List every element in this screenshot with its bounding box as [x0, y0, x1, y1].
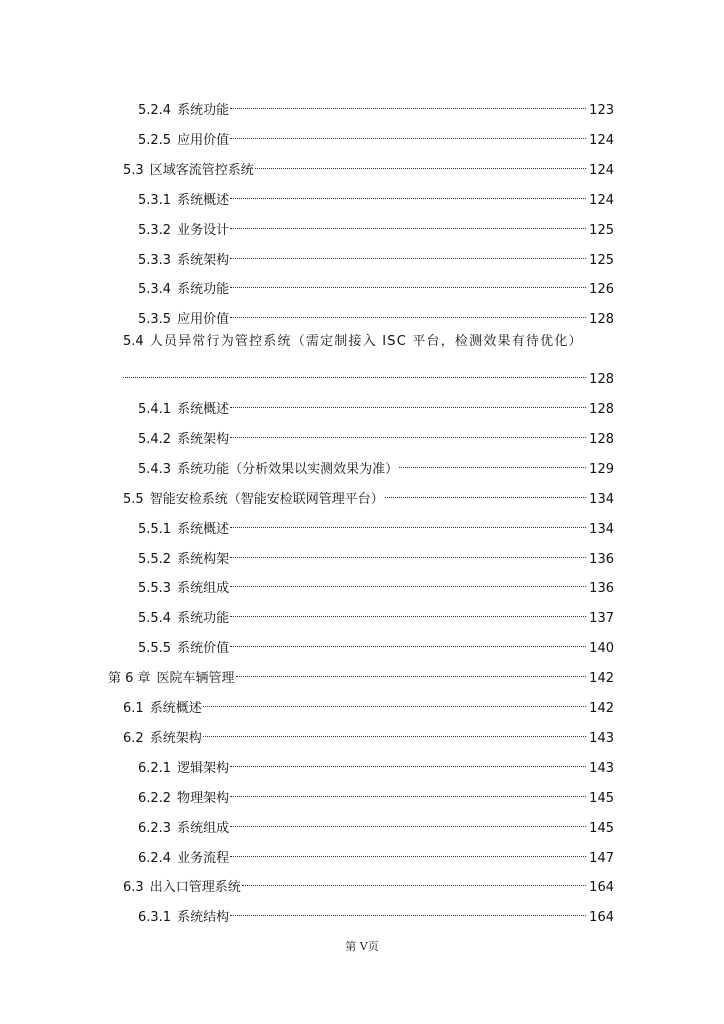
- toc-entry[interactable]: [123, 152, 614, 178]
- dot-leader: [230, 242, 586, 264]
- dot-leader: [230, 92, 586, 114]
- toc-entry-title: 医院车辆管理: [156, 671, 235, 687]
- dot-leader: [230, 122, 586, 144]
- toc-entry-page: 128: [589, 431, 614, 447]
- toc-entry-title: 系统构架: [177, 551, 230, 567]
- dot-leader: [230, 391, 586, 413]
- toc-entry[interactable]: [123, 481, 614, 507]
- dot-leader: [230, 780, 586, 802]
- toc-entry-number: 5.3: [123, 162, 144, 178]
- toc-entry-number: 第 6 章: [108, 671, 151, 687]
- toc-entry[interactable]: [138, 750, 614, 776]
- toc-entry[interactable]: [108, 660, 614, 687]
- toc-entry-number: 5.5.4: [138, 611, 172, 627]
- dot-leader: [230, 511, 586, 533]
- toc-entry-title: 智能安检系统（智能安检联网管理平台）: [149, 491, 384, 507]
- toc-entry[interactable]: [123, 690, 614, 716]
- toc-entry-page: 123: [589, 103, 614, 118]
- toc-entry-title: 物理架构: [177, 790, 230, 806]
- toc-entry[interactable]: [138, 630, 614, 657]
- toc-entry-title: 应用价值: [177, 312, 230, 328]
- dot-leader: [230, 899, 586, 921]
- toc-entry-page: 137: [589, 611, 614, 627]
- toc-entry-heading[interactable]: [123, 331, 617, 353]
- toc-entry-title: 系统功能: [177, 282, 230, 298]
- toc-entry-title: 区域客流管控系统: [149, 162, 254, 178]
- toc-entry-title: 系统架构: [177, 431, 230, 447]
- dot-leader: [230, 421, 586, 443]
- toc-entry-title: 系统结构: [177, 910, 230, 926]
- toc-entry[interactable]: [138, 242, 614, 268]
- toc-entry-number: 5.2.5: [138, 132, 172, 148]
- toc-entry[interactable]: [138, 301, 614, 328]
- toc-entry-number: 5.4: [123, 334, 144, 350]
- toc-entry-page: 140: [589, 641, 614, 657]
- toc-entry-title: 系统架构: [149, 730, 202, 746]
- toc-entry[interactable]: [138, 810, 614, 836]
- toc-entry[interactable]: [138, 570, 614, 597]
- toc-entry-page: 136: [589, 581, 614, 597]
- toc-entry-page: 124: [589, 132, 614, 148]
- toc-entry-page: 142: [589, 701, 614, 716]
- toc-entry-title: 人员异常行为管控系统（需定制接入 ISC 平台，检测效果有待优化）: [149, 334, 583, 350]
- toc-entry[interactable]: [138, 122, 614, 148]
- toc-entry[interactable]: [138, 271, 614, 298]
- toc-entry-page: 143: [589, 730, 614, 746]
- toc-entry-page: 147: [589, 850, 614, 866]
- toc-entry-page: 145: [589, 790, 614, 806]
- toc-entry-page: 128: [589, 372, 614, 388]
- toc-entry-page: 125: [589, 222, 614, 238]
- toc-entry-title: 系统概述: [177, 521, 230, 537]
- toc-entry-number: 5.2.4: [138, 103, 172, 118]
- toc-entry-number: 5.3.3: [138, 252, 172, 268]
- toc-entry-number: 5.3.2: [138, 222, 172, 238]
- toc-entry-title: 系统组成: [177, 581, 230, 597]
- toc-entry-number: 6.2.4: [138, 850, 172, 866]
- toc-entry-title: 业务设计: [177, 222, 230, 238]
- toc-entry-page: 136: [589, 551, 614, 567]
- dot-leader: [236, 660, 586, 682]
- toc-entry-page: 129: [589, 461, 614, 477]
- dot-leader: [230, 630, 586, 652]
- toc-entry-page: 164: [589, 880, 614, 896]
- toc-entry[interactable]: [138, 600, 614, 627]
- page-footer: [0, 938, 724, 954]
- toc-entry-number: 6.2: [123, 730, 144, 746]
- dot-leader: [203, 690, 586, 712]
- dot-leader: [230, 301, 586, 323]
- toc-entry-number: 5.3.4: [138, 282, 172, 298]
- toc-entry-page: 124: [589, 192, 614, 208]
- dot-leader: [399, 451, 586, 473]
- dot-leader: [230, 750, 586, 772]
- dot-leader: [123, 361, 586, 383]
- toc-entry-number: 5.5.3: [138, 581, 172, 597]
- toc-entry-title: 系统价值: [177, 641, 230, 657]
- toc-entry[interactable]: [138, 899, 614, 926]
- toc-entry-number: 6.3: [123, 880, 144, 896]
- toc-entry[interactable]: [138, 421, 614, 447]
- toc-entry-page: 143: [589, 760, 614, 776]
- toc-entry-number: 5.4.2: [138, 431, 172, 447]
- toc-entry-number: 6.1: [123, 701, 144, 716]
- toc-entry-number: 5.5.5: [138, 641, 172, 657]
- toc-entry-page: 164: [589, 910, 614, 926]
- dot-leader: [230, 570, 586, 592]
- toc-entry-page: 126: [589, 282, 614, 298]
- dot-leader: [242, 869, 586, 891]
- toc-entry-title: 出入口管理系统: [149, 880, 241, 896]
- dot-leader: [230, 541, 586, 563]
- toc-entry[interactable]: [138, 840, 614, 866]
- toc-entry[interactable]: [138, 182, 614, 208]
- toc-entry-title: 系统概述: [177, 192, 230, 208]
- toc-entry-page: 142: [589, 671, 614, 687]
- toc-entry[interactable]: [138, 511, 614, 537]
- dot-leader: [385, 481, 586, 503]
- toc-entry-page: 145: [589, 820, 614, 836]
- toc-entry[interactable]: [138, 780, 614, 806]
- toc-entry[interactable]: [123, 720, 614, 746]
- dot-leader: [203, 720, 586, 742]
- toc-entry-number: 5.5.1: [138, 521, 172, 537]
- toc-entry-title: 系统组成: [177, 820, 230, 836]
- page-number-label: 第 V页: [345, 940, 379, 953]
- dot-leader: [255, 152, 586, 174]
- toc-entry-number: 5.3.5: [138, 312, 172, 328]
- toc-entry[interactable]: [138, 451, 614, 477]
- toc-entry-title: 系统功能: [177, 103, 230, 118]
- toc-entry-page: 134: [589, 491, 614, 507]
- toc-entry-number: 6.2.2: [138, 790, 172, 806]
- toc-entry-title: 应用价值: [177, 132, 230, 148]
- toc-entry-number: 6.2.1: [138, 760, 172, 776]
- toc-entry[interactable]: [138, 92, 614, 118]
- toc-entry-number: 5.5.2: [138, 551, 172, 567]
- toc-entry-number: 5.4.3: [138, 461, 172, 477]
- toc-entry-title: 系统功能（分析效果以实测效果为准）: [177, 461, 399, 477]
- toc-entry[interactable]: [138, 541, 614, 567]
- toc-entry-title: 系统概述: [177, 402, 230, 417]
- toc-entry-title: 系统架构: [177, 252, 230, 268]
- dot-leader: [230, 600, 586, 622]
- toc-entry-page: 124: [589, 162, 614, 178]
- dot-leader: [230, 271, 586, 293]
- toc-entry-title: 逻辑架构: [177, 760, 230, 776]
- toc-entry-page: 128: [589, 402, 614, 417]
- toc-entry[interactable]: [138, 391, 614, 417]
- toc-entry-page: 125: [589, 252, 614, 268]
- dot-leader: [230, 182, 586, 204]
- toc-entry-number: 6.3.1: [138, 910, 172, 926]
- toc-entry-number: 5.3.1: [138, 192, 172, 208]
- toc-entry-continuation[interactable]: [123, 361, 614, 388]
- toc-entry[interactable]: [138, 212, 614, 238]
- toc-entry-number: 6.2.3: [138, 820, 172, 836]
- toc-entry-number: 5.5: [123, 491, 144, 507]
- toc-entry-title: 业务流程: [177, 850, 230, 866]
- toc-entry-page: 128: [589, 312, 614, 328]
- dot-leader: [230, 840, 586, 862]
- toc-entry-page: 134: [589, 521, 614, 537]
- toc-entry-title: 系统概述: [149, 701, 202, 716]
- dot-leader: [230, 810, 586, 832]
- toc-entry-title: 系统功能: [177, 611, 230, 627]
- toc-entry-number: 5.4.1: [138, 402, 172, 417]
- dot-leader: [230, 212, 586, 234]
- toc-entry[interactable]: [123, 869, 614, 896]
